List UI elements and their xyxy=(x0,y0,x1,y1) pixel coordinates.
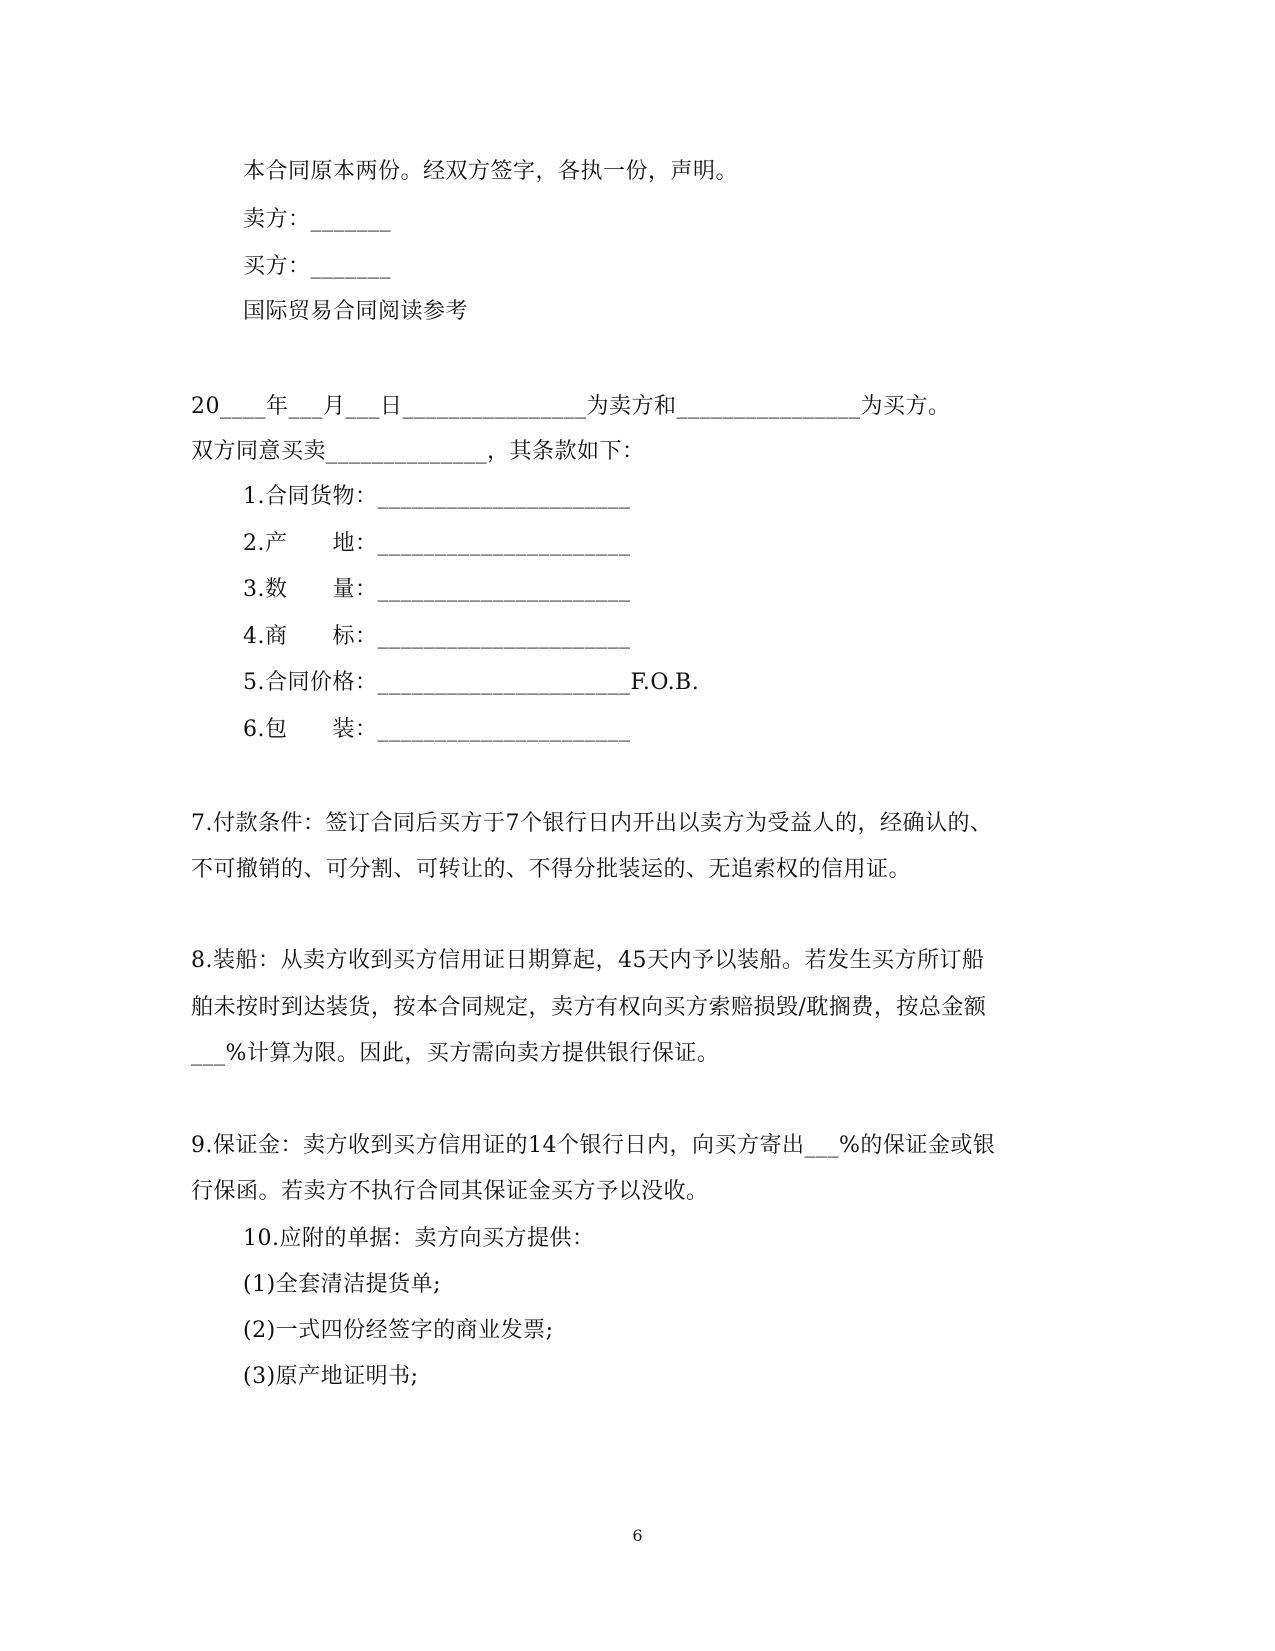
clause-documents: 10.应附的单据：卖方向买方提供： xyxy=(243,1226,595,1251)
buyer-signature-line: 买方：_______ xyxy=(243,254,392,279)
clause-packing: 6.包 装：______________________ xyxy=(243,717,631,742)
clause-shipment-line-1: 8.装船：从卖方收到买方信用证日期算起，45天内予以装船。若发生买方所订船 xyxy=(191,948,985,973)
seller-signature-line: 卖方：_______ xyxy=(243,207,392,232)
clause-quantity: 3.数 量：______________________ xyxy=(243,577,631,602)
clause-shipment-line-3: ___%计算为限。因此，买方需向卖方提供银行保证。 xyxy=(191,1041,720,1066)
clause-deposit-line-2: 行保函。若卖方不执行合同其保证金买方予以没收。 xyxy=(191,1179,709,1204)
clause-shipment-line-2: 舶未按时到达装货，按本合同规定，卖方有权向买方索赔损毁/耽搁费，按总金额 xyxy=(191,995,987,1020)
document-item-1: (1)全套清洁提货单; xyxy=(243,1272,442,1297)
page-number: 6 xyxy=(632,1526,643,1545)
document-item-3: (3)原产地证明书; xyxy=(243,1364,419,1389)
clause-deposit-line-1: 9.保证金：卖方收到买方信用证的14个银行日内，向买方寄出___%的保证金或银 xyxy=(191,1133,996,1158)
document-item-2: (2)一式四份经签字的商业发票; xyxy=(243,1318,554,1343)
clause-payment-line-2: 不可撤销的、可分割、可转让的、不得分批装运的、无追索权的信用证。 xyxy=(191,857,912,882)
contract-intro-line: 双方同意买卖______________，其条款如下： xyxy=(191,439,645,464)
clause-trademark: 4.商 标：______________________ xyxy=(243,624,631,649)
clause-payment-line-1: 7.付款条件：签订合同后买方于7个银行日内开出以卖方为受益人的，经确认的、 xyxy=(191,811,993,836)
clause-goods: 1.合同货物：______________________ xyxy=(243,484,631,509)
contract-parties-line: 20____年___月___日________________为卖方和________________为买方。 xyxy=(191,394,951,419)
section-heading: 国际贸易合同阅读参考 xyxy=(243,299,469,324)
clause-origin: 2.产 地：______________________ xyxy=(243,531,631,556)
clause-price: 5.合同价格：______________________F.O.B. xyxy=(243,670,700,695)
clause-copies-statement: 本合同原本两份。经双方签字，各执一份，声明。 xyxy=(243,159,739,184)
